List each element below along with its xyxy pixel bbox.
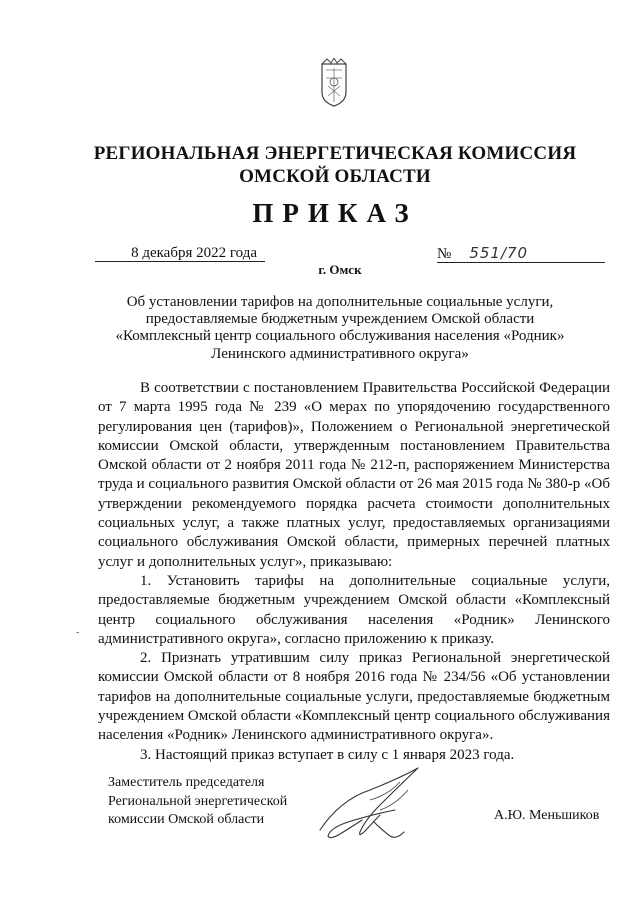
subject-line: предоставляемые бюджетным учреждением Омской области [145,311,535,328]
document-number-handwritten: 551/70 [469,244,529,262]
document-title: ПРИКАЗ [252,198,418,228]
order-item-2: 2. Признать утратившим силу приказ Региональной энергетической комиссии Омской области от 8 ноября 2016 года № 234/56 «Об установлении тарифов на дополнительные социальные услуги, предоставляемые бюджетным учреждением Омской области «Комплексный центр социального обслуживания населения «Родник» Ленинского административного округа». [98,650,610,744]
document-subject [100,294,580,363]
document-number-field [437,245,605,263]
position-line: Заместитель председателя [108,775,265,790]
document-date: 8 декабря 2022 года [95,245,265,262]
subject-line: Об установлении тарифов на дополнительные социальные услуги, [126,294,554,310]
document-body [98,379,610,765]
position-line: Региональной энергетической [108,793,288,809]
position-line: комиссии Омской области [108,812,265,827]
coat-of-arms-emblem [319,58,349,108]
subject-line: «Комплексный центр социального обслуживания населения «Родник» [115,328,565,345]
organization-name-line2: ОМСКОЙ ОБЛАСТИ [239,166,431,187]
signatory-name: А.Ю. Меньшиков [494,808,600,823]
number-label: № [437,246,452,262]
preamble-paragraph: В соответствии с постановлением Правительства Российской Федерации от 7 марта 1995 года № 239 «О мерах по упорядочению государственного регулирования цен (тарифов)», Положением о Региональной энергетической комиссии Омской области, утвержденным постановлением Правительства Омской области от 2 ноября 2011 года № 212-п, распоряжением Министерства труда и социального развития Омской области от 26 мая 2015 года № 380-р «Об утверждении рекомендуемого порядка расчета стоимости дополнительных социальных услуг, а также платных услуг, предоставляемых организациями социального обслуживания Омской области, примерных перечней платных услуг и дополнительных услуг», приказываю: [98,380,610,570]
margin-mark: - [76,627,80,638]
order-item-1: 1. Установить тарифы на дополнительные социальные услуги, предоставляемые бюджетным учреждением Омской области «Комплексный центр социального обслуживания населения «Родник» Ленинского административного округа», согласно приложению к приказу. [98,572,610,647]
subject-line: Ленинского административного округа» [211,345,469,362]
signatory-position [108,774,287,830]
handwritten-signature [300,760,430,845]
order-item-3: 3. Настоящий приказ вступает в силу с 1 января 2023 года. [140,746,515,763]
document-city: г. Омск [318,262,362,277]
organization-name-line1: РЕГИОНАЛЬНАЯ ЭНЕРГЕТИЧЕСКАЯ КОМИССИЯ [93,143,577,164]
